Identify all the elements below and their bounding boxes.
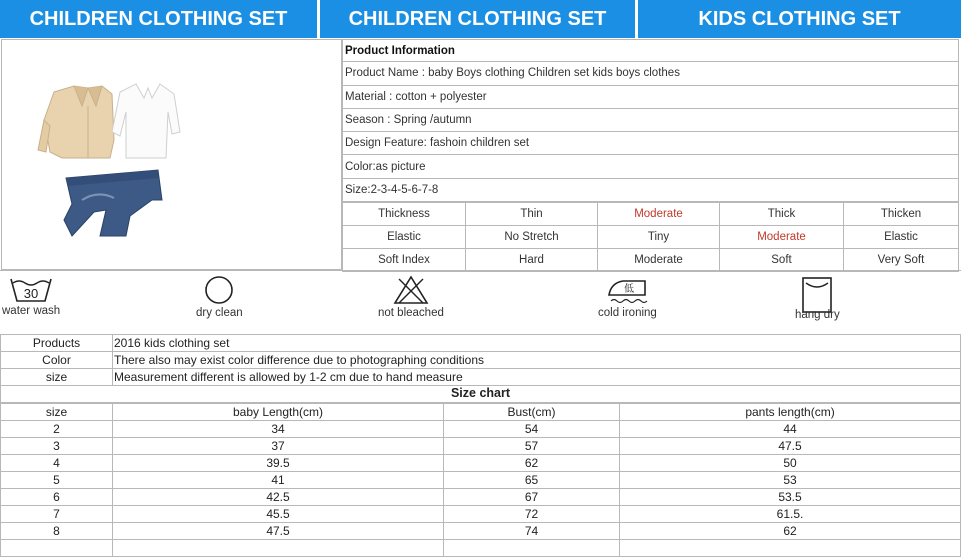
feature-table xyxy=(342,202,959,272)
pants-cell: 61.5. xyxy=(620,506,961,523)
care-not-bleached xyxy=(378,275,444,319)
length-cell: 37 xyxy=(113,438,444,455)
feature-option: Thick xyxy=(720,203,844,226)
care-label: not bleached xyxy=(378,307,444,319)
bust-cell: 74 xyxy=(444,523,620,540)
feature-option: Hard xyxy=(466,249,598,272)
season-row: Season : Spring /autumn xyxy=(342,109,959,132)
care-label: hang dry xyxy=(795,309,840,321)
feature-label: Soft Index xyxy=(343,249,466,272)
material-row: Material : cotton + polyester xyxy=(342,86,959,109)
size-cell: 2 xyxy=(1,421,113,438)
note-row xyxy=(1,369,961,386)
bust-cell: 72 xyxy=(444,506,620,523)
product-info-table xyxy=(342,39,959,272)
table-row xyxy=(1,506,961,523)
note-key: Products xyxy=(1,335,113,352)
banner-3: KIDS CLOTHING SET xyxy=(638,0,961,38)
note-key: size xyxy=(1,369,113,386)
note-value: 2016 kids clothing set xyxy=(113,335,961,352)
length-cell: 42.5 xyxy=(113,489,444,506)
feature-label: Thickness xyxy=(343,203,466,226)
note-row xyxy=(1,352,961,369)
design-feature-row: Design Feature: fashoin children set xyxy=(342,132,959,155)
note-key: Color xyxy=(1,352,113,369)
bust-cell: 65 xyxy=(444,472,620,489)
table-row xyxy=(1,472,961,489)
table-row xyxy=(1,489,961,506)
banner-1: CHILDREN CLOTHING SET xyxy=(0,0,320,38)
note-value: Measurement different is allowed by 1-2 cm due to hand measure xyxy=(113,369,961,386)
size-chart-title: Size chart xyxy=(0,386,961,403)
feature-option: No Stretch xyxy=(466,226,598,249)
length-cell: 34 xyxy=(113,421,444,438)
iron-temp-text: 低 xyxy=(624,284,635,295)
length-cell xyxy=(113,540,444,557)
feature-option-selected: Moderate xyxy=(720,226,844,249)
feature-option: Soft xyxy=(720,249,844,272)
color-row: Color:as picture xyxy=(342,155,959,178)
care-label: water wash xyxy=(2,305,61,317)
size-header: size xyxy=(1,404,113,421)
jacket-image xyxy=(38,86,114,158)
size-cell: 7 xyxy=(1,506,113,523)
wash-temp: 30 xyxy=(23,286,39,301)
size-cell: 4 xyxy=(1,455,113,472)
table-row xyxy=(1,421,961,438)
size-cell xyxy=(1,540,113,557)
care-label: cold ironing xyxy=(598,307,657,319)
length-cell: 41 xyxy=(113,472,444,489)
bust-cell xyxy=(444,540,620,557)
feature-row-soft-index xyxy=(343,249,959,272)
care-hang-dry xyxy=(795,275,840,321)
note-value: There also may exist color difference due to photographing conditions xyxy=(113,352,961,369)
product-name-row: Product Name : baby Boys clothing Children set kids boys clothes xyxy=(342,62,959,85)
bust-cell: 57 xyxy=(444,438,620,455)
notes-table xyxy=(0,334,961,386)
pants-cell: 53 xyxy=(620,472,961,489)
size-cell: 8 xyxy=(1,523,113,540)
no-bleach-icon xyxy=(393,275,429,305)
size-row: Size:2-3-4-5-6-7-8 xyxy=(342,179,959,202)
length-cell: 47.5 xyxy=(113,523,444,540)
product-photo xyxy=(1,39,342,270)
table-row xyxy=(1,438,961,455)
size-chart-header-row xyxy=(1,404,961,421)
size-header: pants length(cm) xyxy=(620,404,961,421)
wash-tub-icon xyxy=(9,275,53,303)
care-label: dry clean xyxy=(196,307,243,319)
care-water-wash xyxy=(2,275,60,317)
bust-cell: 54 xyxy=(444,421,620,438)
pants-cell: 47.5 xyxy=(620,438,961,455)
dry-clean-circle-icon xyxy=(204,275,234,305)
header-banner xyxy=(0,0,961,38)
banner-2: CHILDREN CLOTHING SET xyxy=(320,0,638,38)
size-cell: 5 xyxy=(1,472,113,489)
feature-option: Thicken xyxy=(844,203,959,226)
size-cell: 6 xyxy=(1,489,113,506)
length-cell: 45.5 xyxy=(113,506,444,523)
size-header: baby Length(cm) xyxy=(113,404,444,421)
feature-row-thickness xyxy=(343,203,959,226)
pants-cell: 44 xyxy=(620,421,961,438)
size-header: Bust(cm) xyxy=(444,404,620,421)
size-chart-table xyxy=(0,403,961,557)
feature-option-selected: Moderate xyxy=(598,203,720,226)
care-dry-clean xyxy=(196,275,243,319)
care-instructions xyxy=(0,270,961,334)
care-cold-ironing xyxy=(598,275,657,319)
bust-cell: 67 xyxy=(444,489,620,506)
size-cell: 3 xyxy=(1,438,113,455)
bust-cell: 62 xyxy=(444,455,620,472)
feature-option: Tiny xyxy=(598,226,720,249)
feature-option: Thin xyxy=(466,203,598,226)
pants-cell: 62 xyxy=(620,523,961,540)
table-row xyxy=(1,540,961,557)
table-row xyxy=(1,455,961,472)
feature-option: Very Soft xyxy=(844,249,959,272)
shirt-image xyxy=(112,84,180,158)
jeans-image xyxy=(64,170,162,236)
feature-option: Elastic xyxy=(844,226,959,249)
length-cell: 39.5 xyxy=(113,455,444,472)
feature-row-elastic xyxy=(343,226,959,249)
product-info-title: Product Information xyxy=(342,39,959,62)
table-row xyxy=(1,523,961,540)
pants-cell xyxy=(620,540,961,557)
feature-option: Moderate xyxy=(598,249,720,272)
iron-icon xyxy=(605,275,649,305)
feature-label: Elastic xyxy=(343,226,466,249)
pants-cell: 53.5 xyxy=(620,489,961,506)
note-row xyxy=(1,335,961,352)
pants-cell: 50 xyxy=(620,455,961,472)
